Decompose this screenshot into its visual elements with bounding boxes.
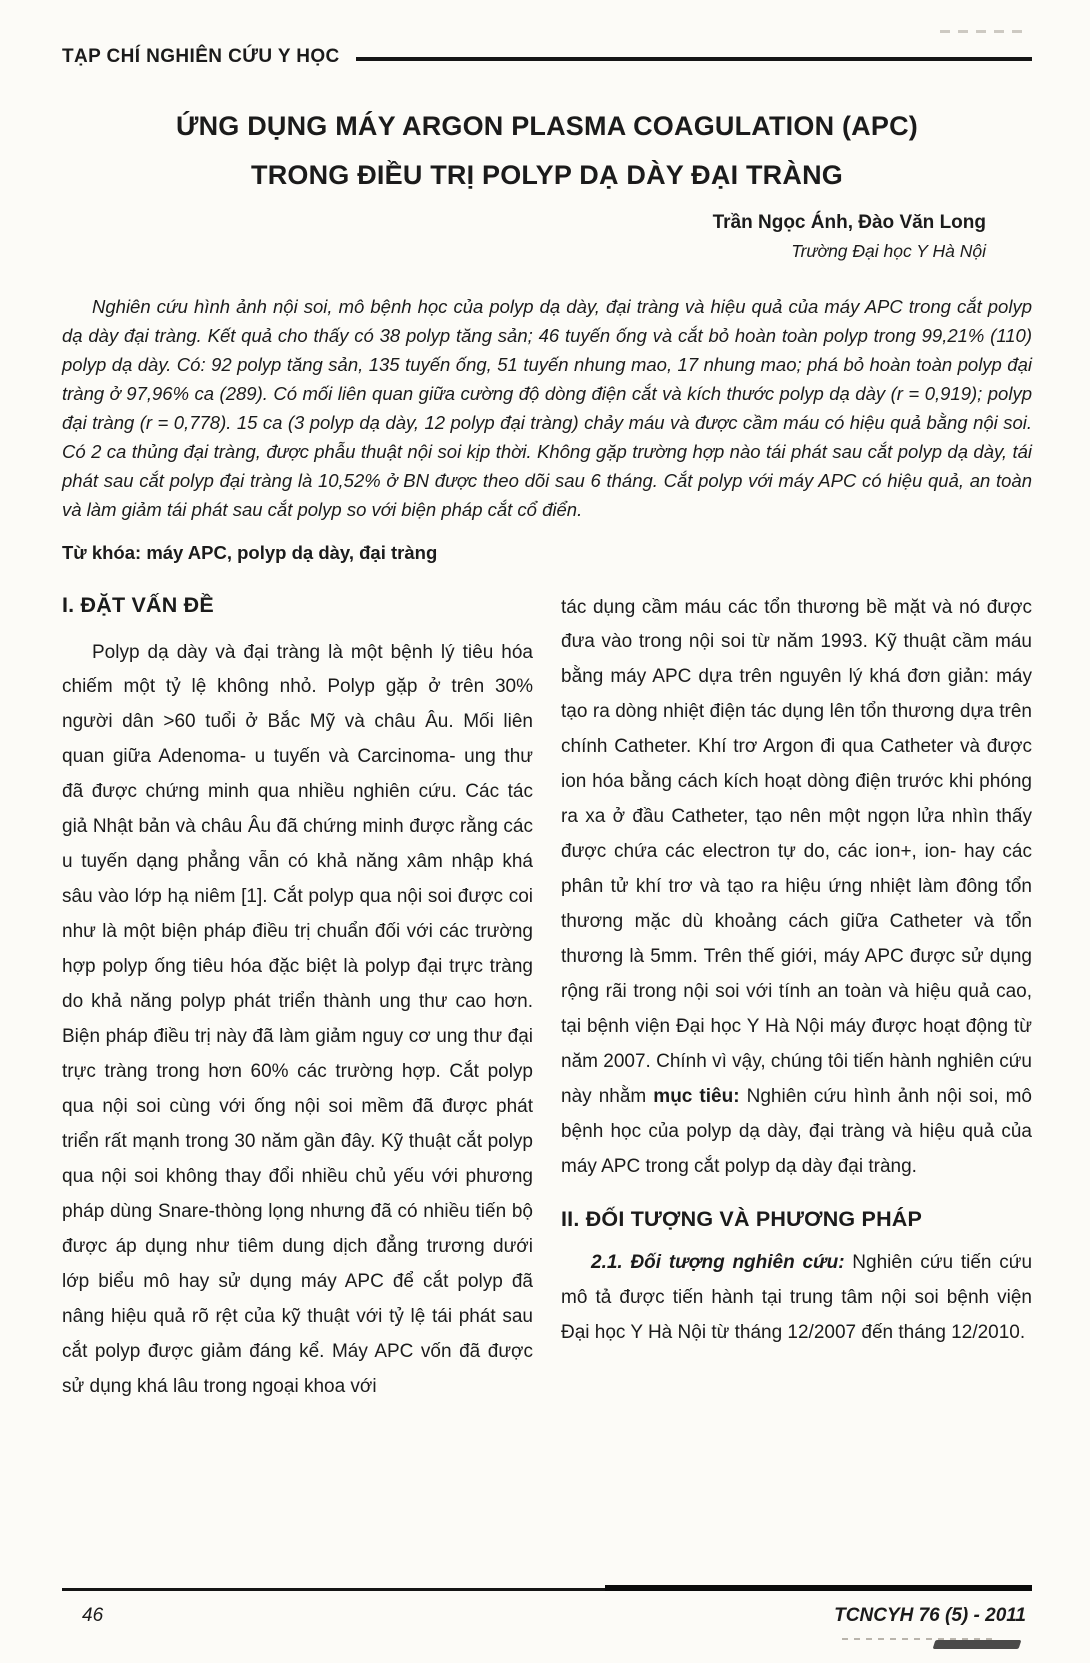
objective-text: Nghiên cứu hình ảnh nội soi, mô bệnh học của polyp dạ dày, đại tràng và hiệu quả của máy APC trong cắt polyp dạ dày đại tràng. xyxy=(561,1085,1032,1177)
journal-name: TẠP CHÍ NGHIÊN CỨU Y HỌC xyxy=(62,46,340,67)
footer-row xyxy=(62,1605,1032,1627)
page-header xyxy=(62,46,1032,68)
affiliation: Trường Đại học Y Hà Nội xyxy=(791,241,986,262)
scan-artifact-top-right xyxy=(940,30,1024,33)
page-footer xyxy=(62,1588,1032,1627)
right-column-continuation: tác dụng cầm máu các tổn thương bề mặt và nó được đưa vào trong nội soi từ năm 1993. Kỹ thuật cầm máu bằng máy APC dựa trên nguyên lý khá đơn giản: máy tạo ra dòng nhiệt điện tác dụng lên tổn thương dựa trên chính Catheter. Khí trơ Argon đi qua Catheter và được ion hóa bằng cách kích hoạt dòng điện trước khi phóng ra xa ở đầu Catheter, tạo nên một ngọn lửa nhìn thấy được chứa các electron tự do, các ion+, ion- hay các phân tử khí trơ và tạo ra hiệu ứng nhiệt làm đông tổn thương mặc dù khoảng cách giữa Catheter và tổn thương là 5mm. Trên thế giới, máy APC được sử dụng rộng rãi trong nội soi với tính an toàn và hiệu quả cao, tại bệnh viện Đại học Y Hà Nội máy được hoạt động từ năm 2007. Chính vì vậy, chúng tôi tiến hành nghiên cứu này nhằm xyxy=(561,596,1032,1107)
scan-artifact-smudge xyxy=(933,1640,1022,1649)
objective-label: mục tiêu: xyxy=(653,1085,740,1107)
section2-paragraph xyxy=(561,1246,1032,1351)
abstract: Nghiên cứu hình ảnh nội soi, mô bệnh học của polyp dạ dày, đại tràng và hiệu quả của máy APC trong cắt polyp dạ dày đại tràng. Kết quả cho thấy có 38 polyp tăng sản; 46 tuyến ống và cắt bỏ hoàn toàn polyp trong 99,21% (110) polyp dạ dày. Có: 92 polyp tăng sản, 135 tuyến ống, 51 tuyến nhung mao, 17 nhung mao; phá bỏ hoàn toàn polyp đại tràng ở 97,96% ca (289). Có mối liên quan giữa cường độ dòng điện cắt và kích thước polyp dạ dày (r = 0,919); polyp đại tràng (r = 0,778). 15 ca (3 polyp dạ dày, 12 polyp đại tràng) chảy máu và được cầm máu có hiệu quả bằng nội soi. Có 2 ca thủng đại tràng, được phẫu thuật nội soi kịp thời. Không gặp trường hợp nào tái phát sau cắt polyp dạ dày, tái phát sau cắt polyp đại tràng là 10,52% ở BN được theo dõi sau 6 tháng. Cắt polyp với máy APC có hiệu quả, an toàn và làm giảm tái phát sau cắt polyp so với biện pháp cắt cổ điển. xyxy=(62,296,1032,521)
left-column xyxy=(62,591,533,1405)
article-title-line2: TRONG ĐIỀU TRỊ POLYP DẠ DÀY ĐẠI TRÀNG xyxy=(251,160,843,191)
right-column-paragraph xyxy=(561,591,1032,1185)
byline xyxy=(62,212,1032,262)
authors: Trần Ngọc Ánh, Đào Văn Long xyxy=(712,212,986,234)
journal-reference: TCNCYH 76 (5) - 2011 xyxy=(834,1605,1026,1626)
body-columns xyxy=(62,591,1032,1405)
footer-rule xyxy=(62,1588,1032,1591)
section2-text: Nghiên cứu tiến cứu mô tả được tiến hành tại trung tâm nội soi bệnh viện Đại học Y Hà Nội từ tháng 12/2007 đến tháng 12/2010. xyxy=(561,1251,1033,1343)
article-title-line1: ỨNG DỤNG MÁY ARGON PLASMA COAGULATION (APC) xyxy=(176,111,918,141)
page-number: 46 xyxy=(82,1605,104,1626)
right-column xyxy=(561,591,1032,1405)
section2-heading: II. ĐỐI TƯỢNG VÀ PHƯƠNG PHÁP xyxy=(561,1206,923,1231)
section1-paragraph: Polyp dạ dày và đại tràng là một bệnh lý tiêu hóa chiếm một tỷ lệ không nhỏ. Polyp gặp ở trên 30% người dân >60 tuổi ở Bắc Mỹ và châu Âu. Mối liên quan giữa Adenoma- u tuyến và Carcinoma- ung thư đã được chứng minh qua nhiều nghiên cứu. Các tác giả Nhật bản và châu Âu đã chứng minh được rằng các u tuyến dạng phẳng vẫn có khả năng xâm nhập khá sâu vào lớp hạ niêm [1]. Cắt polyp qua nội soi được coi như là một biện pháp điều trị chuẩn đối với các trường hợp polyp ống tiêu hóa đặc biệt là polyp đại trực tràng do khả năng polyp phát triển thành ung thư cao hơn. Biện pháp điều trị này đã làm giảm nguy cơ ung thư đại trực tràng trong hơn 60% các trường hợp. Cắt polyp qua nội soi cùng với ống nội soi mềm đã được phát triển rất mạnh trong 30 năm gần đây. Kỹ thuật cắt polyp qua nội soi không thay đổi nhiều chủ yếu với phương pháp dùng Snare-thòng lọng nhưng đã có nhiều tiến bộ được áp dụng như tiêm dung dịch đẳng trương dưới lớp biểu mô hay sử dụng máy APC để cắt polyp đã nâng hiệu quả rõ rệt của kỹ thuật với tỷ lệ tái phát sau cắt polyp được giảm đáng kể. Máy APC vốn đã được sử dụng khá lâu trong ngoại khoa với xyxy=(62,641,533,1397)
section2-subheading: 2.1. Đối tượng nghiên cứu: xyxy=(591,1251,845,1273)
header-rule xyxy=(356,57,1032,61)
keywords-line: Từ khóa: máy APC, polyp dạ dày, đại tràng xyxy=(62,541,438,563)
article-title xyxy=(62,102,1032,200)
section1-heading: I. ĐẶT VẤN ĐỀ xyxy=(62,592,214,617)
footer-rule-heavy-segment xyxy=(605,1585,1032,1591)
